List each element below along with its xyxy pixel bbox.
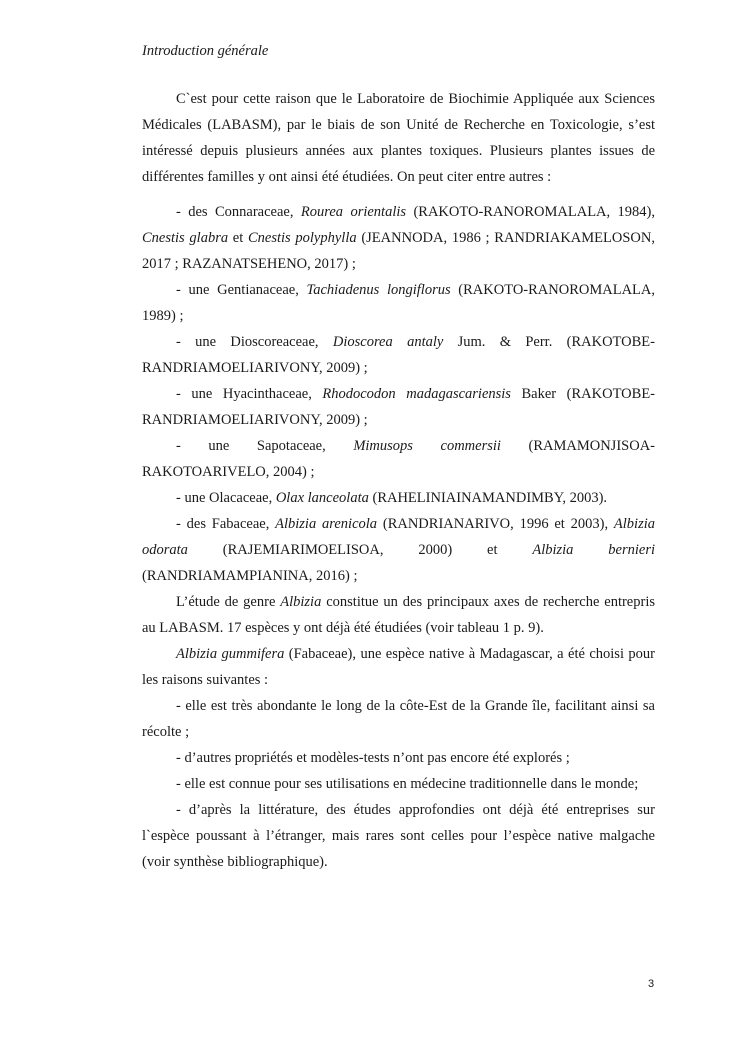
text-run: - une Dioscoreaceae, <box>176 334 333 350</box>
text-run: (RAHELINIAINAMANDIMBY, 2003). <box>368 490 608 506</box>
paragraph <box>142 641 655 693</box>
paragraph <box>142 485 655 511</box>
paragraph <box>142 797 655 875</box>
paragraph <box>142 86 655 190</box>
paragraph <box>142 199 655 277</box>
text-run: (RANDRIAMAMPIANINA, 2016) ; <box>142 568 358 584</box>
italic-text: Rourea orientalis <box>300 204 407 220</box>
paragraph <box>142 771 655 797</box>
italic-text: Tachiadenus longiflorus <box>306 282 451 298</box>
italic-text: Cnestis glabra <box>142 230 229 246</box>
italic-text: Cnestis polyphylla <box>247 230 357 246</box>
text-run: et <box>228 230 248 246</box>
paragraph <box>142 693 655 745</box>
text-run: L’étude de genre <box>176 594 281 610</box>
text-run: - d’après la littérature, des études approfondies ont déjà été entreprises sur l`espèce poussant à l’étranger, mais rares sont celles pour l’espèce native malgache (voir synthèse bibliographique). <box>142 802 655 870</box>
page-number: 3 <box>648 978 655 990</box>
paragraph <box>142 511 655 589</box>
paragraph <box>142 745 655 771</box>
italic-text: Albizia gummifera <box>176 646 285 662</box>
text-run: - une Hyacinthaceae, <box>176 386 323 402</box>
paragraph <box>142 381 655 433</box>
paragraph <box>142 433 655 485</box>
text-run: (JEANNODA, 1986 ; RANDRIAKAMELOSON, 2017 ; RAZANATSEHENO, 2017) ; <box>142 230 655 272</box>
text-run: (RAKOTO-RANOROMALALA, 1984), <box>406 204 656 220</box>
text-run: - une Gentianaceae, <box>176 282 307 298</box>
italic-text: Olax lanceolata <box>275 490 369 506</box>
text-run: (RAMAMONJISOA-RAKOTOARIVELO, 2004) ; <box>142 438 655 480</box>
text-run: (Fabaceae), une espèce native à Madagascar, a été choisi pour les raisons suivantes : <box>142 646 655 688</box>
text-run: constitue un des principaux axes de recherche entrepris au LABASM. 17 espèces y ont déjà été étudiées (voir tableau 1 p. 9). <box>142 594 655 636</box>
italic-text: Mimusops commersii <box>353 438 501 454</box>
italic-text: Albizia odorata <box>142 516 655 558</box>
text-run: - d’autres propriétés et modèles-tests n’ont pas encore été explorés ; <box>176 750 570 766</box>
paragraph <box>142 589 655 641</box>
text-run: (RAKOTO-RANOROMALALA, 1989) ; <box>142 282 655 324</box>
text-run: - elle est connue pour ses utilisations en médecine traditionnelle dans le monde; <box>176 776 639 792</box>
text-run: - des Connaraceae, <box>176 204 301 220</box>
text-run: C`est pour cette raison que le Laboratoire de Biochimie Appliquée aux Sciences Médicales (LABASM), par le biais de son Unité de Recherche en Toxicologie, s’est intéressé depuis plusieurs années aux plantes toxiques. Plusieurs plantes issues de différentes familles y ont ainsi été étudiées. On peut citer entre autres : <box>142 91 655 185</box>
text-run: - des Fabaceae, <box>176 516 276 532</box>
text-run: - une Sapotaceae, <box>176 438 354 454</box>
running-header: Introduction générale <box>142 43 269 59</box>
italic-text: Albizia <box>280 594 322 610</box>
text-run: - elle est très abondante le long de la côte-Est de la Grande île, facilitant ainsi sa récolte ; <box>142 698 655 740</box>
italic-text: Rhodocodon madagascariensis <box>322 386 511 402</box>
italic-text: Albizia arenicola <box>275 516 378 532</box>
body-text <box>142 86 655 875</box>
text-run: Jum. & Perr. (RAKOTOBE-RANDRIAMOELIARIVONY, 2009) ; <box>142 334 655 376</box>
italic-text: Dioscorea antaly <box>332 334 444 350</box>
text-run: Baker (RAKOTOBE-RANDRIAMOELIARIVONY, 2009) ; <box>142 386 656 428</box>
text-run: (RANDRIANARIVO, 1996 et 2003), <box>377 516 614 532</box>
paragraph <box>142 329 655 381</box>
text-run: - une Olacaceae, <box>176 490 276 506</box>
paragraph <box>142 277 655 329</box>
text-run: (RAJEMIARIMOELISOA, 2000) et <box>187 542 533 558</box>
italic-text: Albizia bernieri <box>532 542 655 558</box>
